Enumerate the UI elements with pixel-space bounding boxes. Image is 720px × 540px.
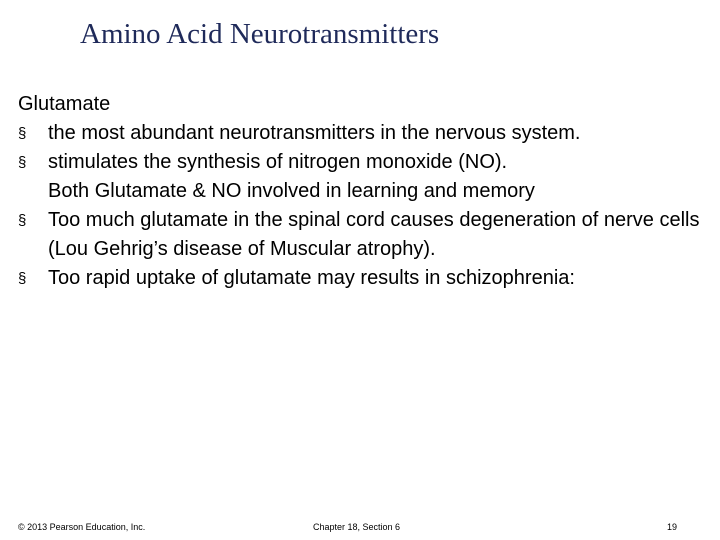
bullet-marker: § — [18, 125, 27, 142]
bullet-text: Too much glutamate in the spinal cord causes degeneration of nerve cells (Lou Gehrig’s disease of Muscular atrophy). — [48, 209, 700, 260]
bullet-item — [18, 148, 708, 177]
bullet-text: Too rapid uptake of glutamate may results in schizophrenia: — [48, 267, 575, 289]
heading-glutamate: Glutamate — [18, 93, 111, 115]
bullet-item — [18, 264, 708, 293]
footer-copyright: © 2013 Pearson Education, Inc. — [18, 522, 146, 532]
footer-section: Chapter 18, Section 6 — [313, 522, 401, 532]
bullet-marker: § — [18, 212, 27, 229]
bullet-continuation: Both Glutamate & NO involved in learning and memory — [48, 180, 535, 202]
bullet-item — [18, 119, 708, 148]
bullet-item — [18, 206, 708, 264]
bullet-marker: § — [18, 154, 27, 171]
slide-content — [18, 90, 708, 293]
bullet-marker: § — [18, 270, 27, 287]
slide-title: Amino Acid Neurotransmitters — [80, 18, 440, 50]
footer-page-number: 19 — [667, 522, 678, 532]
bullet-text: the most abundant neurotransmitters in the nervous system. — [48, 122, 581, 144]
bullet-text: stimulates the synthesis of nitrogen monoxide (NO). — [48, 151, 508, 173]
